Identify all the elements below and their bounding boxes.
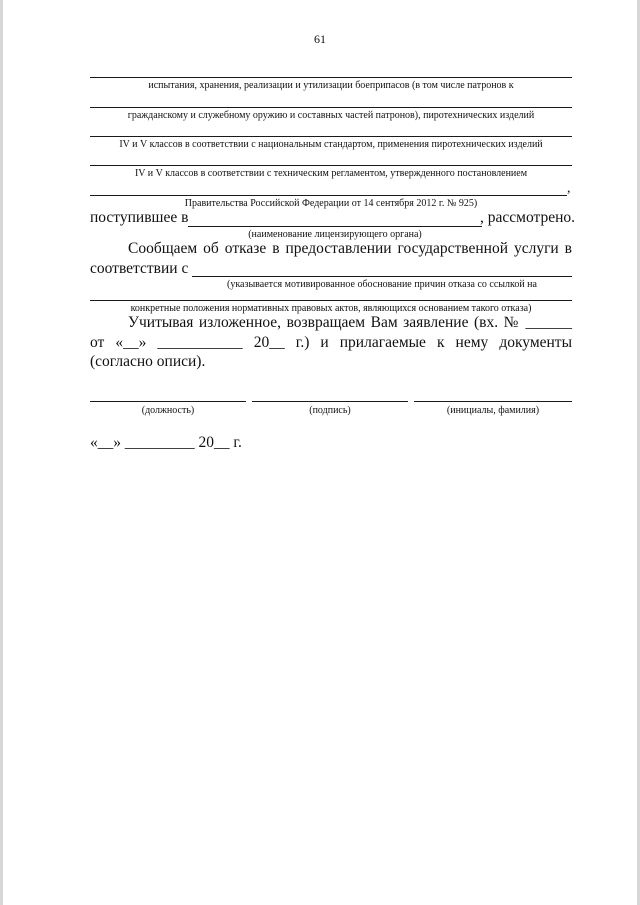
form-line-text: Правительства Российской Федерации от 14 сентября 2012 г. № 925) [184,198,478,209]
refusal-text-line1: Сообщаем об отказе в предоставлении государственной услуги в [128,240,572,257]
form-line-text: гражданскому и служебному оружию и составных частей патронов), пиротехнических изделий [127,110,535,121]
form-rule [90,195,567,196]
received-prefix: поступившее в [90,209,189,226]
authority-caption: (наименование лицензирующего органа) [248,229,422,240]
form-line-comma: , [567,181,571,196]
authority-field-line[interactable] [188,226,482,227]
refusal-caption1: (указывается мотивированное обоснование причин отказа со ссылкой на [227,279,537,290]
signature-caption: (подпись) [309,405,351,416]
form-rule [90,165,572,166]
form-line-text: испытания, хранения, реализации и утилизации боеприпасов (в том числе патронов к [148,80,514,91]
form-rule [90,136,572,137]
refusal-reason-line-2[interactable] [90,300,572,301]
refusal-prefix: соответствии с [90,260,189,277]
form-line-text: IV и V классов в соответствии с национальным стандартом, применения пиротехнических изделий [119,139,543,150]
refusal-reason-line[interactable] [192,276,572,277]
refusal-caption2: конкретные положения нормативных правовых актов, являющихся основанием такого отказа) [130,303,532,314]
name-caption: (инициалы, фамилия) [446,405,540,416]
form-rule [90,107,572,108]
form-rule [90,77,572,78]
return-text-line2: от «__» ___________ 20__ г.) и прилагаемые к нему документы [90,334,572,351]
date-line: «__» _________ 20__ г. [90,434,242,451]
return-text-line1: Учитывая изложенное, возвращаем Вам заявление (вх. № ______ [128,314,572,331]
form-line-text: IV и V классов в соответствии с техническим регламентом, утвержденного постановлением [134,168,528,179]
return-text-line3: (согласно описи). [90,353,206,370]
page-number: 61 [314,32,326,46]
page-left-edge [0,0,3,905]
name-field-line[interactable] [414,401,572,402]
position-caption: (должность) [141,405,195,416]
signature-field-line[interactable] [252,401,408,402]
position-field-line[interactable] [90,401,246,402]
received-suffix: , рассмотрено. [480,209,576,226]
